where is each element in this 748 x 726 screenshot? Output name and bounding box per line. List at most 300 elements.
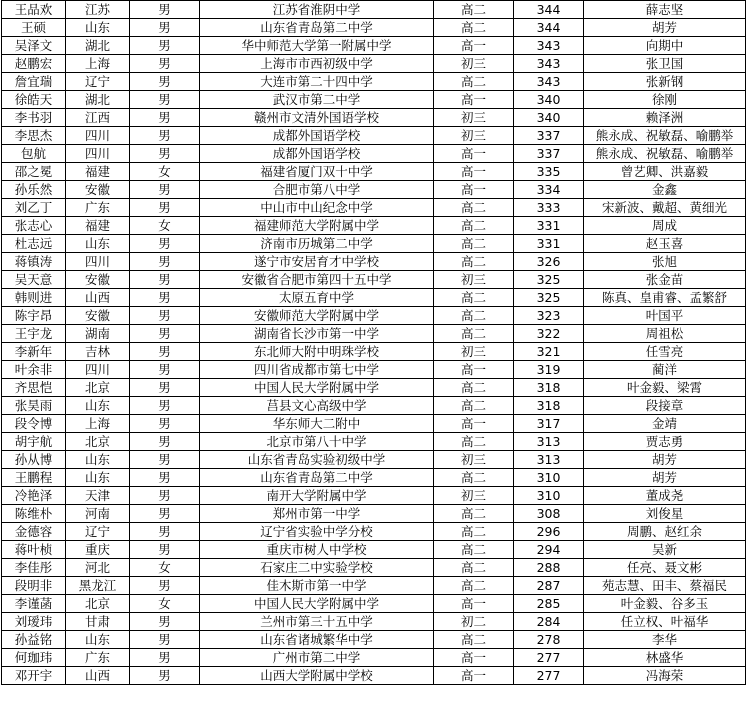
gender-cell: 男 — [130, 19, 200, 37]
school-cell: 大连市第二十四中学 — [200, 73, 434, 91]
student-name-cell: 邓开宇 — [2, 667, 66, 685]
coach-cell: 陈真、皇甫睿、孟繁舒 — [584, 289, 746, 307]
gender-cell: 男 — [130, 253, 200, 271]
school-cell: 莒县文心高级中学 — [200, 397, 434, 415]
student-name-cell: 杜志远 — [2, 235, 66, 253]
gender-cell: 女 — [130, 595, 200, 613]
coach-cell: 董成尧 — [584, 487, 746, 505]
score-cell: 343 — [514, 55, 584, 73]
province-cell: 山东 — [66, 397, 130, 415]
gender-cell: 女 — [130, 163, 200, 181]
grade-cell: 高二 — [434, 379, 514, 397]
table-row — [2, 1, 746, 19]
table-row — [2, 217, 746, 235]
gender-cell: 男 — [130, 433, 200, 451]
score-cell: 340 — [514, 109, 584, 127]
school-cell: 福建师范大学附属中学 — [200, 217, 434, 235]
score-cell: 344 — [514, 1, 584, 19]
grade-cell: 高二 — [434, 325, 514, 343]
table-row — [2, 91, 746, 109]
province-cell: 安徽 — [66, 307, 130, 325]
school-cell: 重庆市树人中学校 — [200, 541, 434, 559]
score-cell: 319 — [514, 361, 584, 379]
table-row — [2, 109, 746, 127]
student-name-cell: 孙从博 — [2, 451, 66, 469]
coach-cell: 刘俊星 — [584, 505, 746, 523]
province-cell: 江苏 — [66, 1, 130, 19]
table-row — [2, 505, 746, 523]
coach-cell: 段接章 — [584, 397, 746, 415]
score-cell: 277 — [514, 649, 584, 667]
table-row — [2, 55, 746, 73]
coach-cell: 周鹏、赵红余 — [584, 523, 746, 541]
student-name-cell: 刘瑷玮 — [2, 613, 66, 631]
score-cell: 326 — [514, 253, 584, 271]
province-cell: 北京 — [66, 379, 130, 397]
score-cell: 323 — [514, 307, 584, 325]
grade-cell: 高二 — [434, 19, 514, 37]
table-row — [2, 397, 746, 415]
grade-cell: 高二 — [434, 289, 514, 307]
grade-cell: 初三 — [434, 127, 514, 145]
gender-cell: 男 — [130, 487, 200, 505]
score-cell: 313 — [514, 451, 584, 469]
school-cell: 合肥市第八中学 — [200, 181, 434, 199]
table-row — [2, 595, 746, 613]
coach-cell: 周成 — [584, 217, 746, 235]
school-cell: 兰州市第三十五中学 — [200, 613, 434, 631]
grade-cell: 初二 — [434, 613, 514, 631]
grade-cell: 高一 — [434, 415, 514, 433]
table-row — [2, 415, 746, 433]
student-name-cell: 孙乐然 — [2, 181, 66, 199]
school-cell: 济南市历城第二中学 — [200, 235, 434, 253]
coach-cell: 李华 — [584, 631, 746, 649]
grade-cell: 初三 — [434, 487, 514, 505]
table-row — [2, 433, 746, 451]
score-cell: 325 — [514, 271, 584, 289]
score-cell: 340 — [514, 91, 584, 109]
score-cell: 285 — [514, 595, 584, 613]
table-row — [2, 343, 746, 361]
gender-cell: 男 — [130, 343, 200, 361]
student-name-cell: 蒋镇涛 — [2, 253, 66, 271]
student-name-cell: 刘乙丁 — [2, 199, 66, 217]
student-name-cell: 李书羽 — [2, 109, 66, 127]
grade-cell: 高二 — [434, 523, 514, 541]
table-row — [2, 451, 746, 469]
grade-cell: 高二 — [434, 505, 514, 523]
grade-cell: 高一 — [434, 163, 514, 181]
gender-cell: 女 — [130, 217, 200, 235]
table-row — [2, 667, 746, 685]
school-cell: 中山市中山纪念中学 — [200, 199, 434, 217]
gender-cell: 男 — [130, 469, 200, 487]
score-cell: 310 — [514, 469, 584, 487]
score-cell: 344 — [514, 19, 584, 37]
province-cell: 湖北 — [66, 37, 130, 55]
gender-cell: 男 — [130, 667, 200, 685]
coach-cell: 张旭 — [584, 253, 746, 271]
school-cell: 东北师大附中明珠学校 — [200, 343, 434, 361]
student-name-cell: 蒋叶桢 — [2, 541, 66, 559]
school-cell: 江苏省淮阴中学 — [200, 1, 434, 19]
coach-cell: 叶金毅、谷多玉 — [584, 595, 746, 613]
score-cell: 337 — [514, 145, 584, 163]
grade-cell: 高二 — [434, 631, 514, 649]
gender-cell: 男 — [130, 379, 200, 397]
school-cell: 湖南省长沙市第一中学 — [200, 325, 434, 343]
gender-cell: 男 — [130, 1, 200, 19]
province-cell: 山东 — [66, 451, 130, 469]
table-row — [2, 199, 746, 217]
school-cell: 成都外国语学校 — [200, 127, 434, 145]
student-name-cell: 王品欢 — [2, 1, 66, 19]
school-cell: 北京市第八十中学 — [200, 433, 434, 451]
coach-cell: 胡芳 — [584, 451, 746, 469]
coach-cell: 任立权、叶福华 — [584, 613, 746, 631]
school-cell: 南开大学附属中学 — [200, 487, 434, 505]
coach-cell: 冯海荣 — [584, 667, 746, 685]
coach-cell: 赖泽洲 — [584, 109, 746, 127]
gender-cell: 男 — [130, 289, 200, 307]
student-name-cell: 李新年 — [2, 343, 66, 361]
grade-cell: 高一 — [434, 649, 514, 667]
student-name-cell: 金德容 — [2, 523, 66, 541]
coach-cell: 贾志勇 — [584, 433, 746, 451]
table-row — [2, 181, 746, 199]
province-cell: 四川 — [66, 361, 130, 379]
gender-cell: 男 — [130, 613, 200, 631]
province-cell: 山西 — [66, 289, 130, 307]
grade-cell: 初三 — [434, 55, 514, 73]
province-cell: 四川 — [66, 145, 130, 163]
student-name-cell: 王鹏程 — [2, 469, 66, 487]
results-table — [1, 0, 746, 685]
score-cell: 343 — [514, 37, 584, 55]
school-cell: 山西大学附属中学校 — [200, 667, 434, 685]
student-name-cell: 李佳彤 — [2, 559, 66, 577]
score-cell: 331 — [514, 217, 584, 235]
province-cell: 上海 — [66, 55, 130, 73]
coach-cell: 苑志慧、田丰、蔡福民 — [584, 577, 746, 595]
coach-cell: 张新钢 — [584, 73, 746, 91]
grade-cell: 高二 — [434, 1, 514, 19]
results-table-body — [2, 1, 746, 685]
province-cell: 黑龙江 — [66, 577, 130, 595]
coach-cell: 金靖 — [584, 415, 746, 433]
score-cell: 333 — [514, 199, 584, 217]
gender-cell: 男 — [130, 361, 200, 379]
school-cell: 四川省成都市第七中学 — [200, 361, 434, 379]
coach-cell: 张金苗 — [584, 271, 746, 289]
school-cell: 山东省诸城繁华中学 — [200, 631, 434, 649]
grade-cell: 高二 — [434, 199, 514, 217]
grade-cell: 高二 — [434, 253, 514, 271]
table-row — [2, 325, 746, 343]
grade-cell: 高二 — [434, 307, 514, 325]
gender-cell: 男 — [130, 505, 200, 523]
school-cell: 上海市市西初级中学 — [200, 55, 434, 73]
grade-cell: 高二 — [434, 469, 514, 487]
grade-cell: 高二 — [434, 433, 514, 451]
student-name-cell: 李思杰 — [2, 127, 66, 145]
province-cell: 广东 — [66, 199, 130, 217]
gender-cell: 男 — [130, 271, 200, 289]
grade-cell: 高二 — [434, 397, 514, 415]
student-name-cell: 冷艳泽 — [2, 487, 66, 505]
school-cell: 山东省青岛实验初级中学 — [200, 451, 434, 469]
school-cell: 中国人民大学附属中学 — [200, 379, 434, 397]
table-row — [2, 163, 746, 181]
student-name-cell: 徐皓天 — [2, 91, 66, 109]
coach-cell: 胡芳 — [584, 19, 746, 37]
grade-cell: 高一 — [434, 145, 514, 163]
coach-cell: 熊永成、祝敏磊、喻鹏举 — [584, 145, 746, 163]
grade-cell: 高一 — [434, 37, 514, 55]
student-name-cell: 何珈玮 — [2, 649, 66, 667]
gender-cell: 男 — [130, 415, 200, 433]
gender-cell: 男 — [130, 631, 200, 649]
coach-cell: 熊永成、祝敏磊、喻鹏举 — [584, 127, 746, 145]
score-cell: 278 — [514, 631, 584, 649]
table-row — [2, 649, 746, 667]
score-cell: 294 — [514, 541, 584, 559]
grade-cell: 高二 — [434, 577, 514, 595]
grade-cell: 高一 — [434, 361, 514, 379]
table-row — [2, 253, 746, 271]
gender-cell: 男 — [130, 181, 200, 199]
province-cell: 湖北 — [66, 91, 130, 109]
grade-cell: 高一 — [434, 667, 514, 685]
school-cell: 安徽师范大学附属中学 — [200, 307, 434, 325]
score-cell: 284 — [514, 613, 584, 631]
province-cell: 福建 — [66, 163, 130, 181]
grade-cell: 高二 — [434, 541, 514, 559]
table-row — [2, 235, 746, 253]
province-cell: 重庆 — [66, 541, 130, 559]
table-row — [2, 271, 746, 289]
student-name-cell: 王宇龙 — [2, 325, 66, 343]
student-name-cell: 李谨菡 — [2, 595, 66, 613]
grade-cell: 初三 — [434, 343, 514, 361]
coach-cell: 曾艺卿、洪嘉毅 — [584, 163, 746, 181]
score-cell: 337 — [514, 127, 584, 145]
province-cell: 山东 — [66, 19, 130, 37]
table-row — [2, 307, 746, 325]
province-cell: 山东 — [66, 235, 130, 253]
gender-cell: 男 — [130, 37, 200, 55]
table-row — [2, 19, 746, 37]
student-name-cell: 陈维朴 — [2, 505, 66, 523]
coach-cell: 任亮、聂文彬 — [584, 559, 746, 577]
gender-cell: 男 — [130, 451, 200, 469]
grade-cell: 高二 — [434, 73, 514, 91]
student-name-cell: 邵之冕 — [2, 163, 66, 181]
table-row — [2, 631, 746, 649]
coach-cell: 周祖松 — [584, 325, 746, 343]
student-name-cell: 吴天意 — [2, 271, 66, 289]
gender-cell: 男 — [130, 541, 200, 559]
coach-cell: 蔺洋 — [584, 361, 746, 379]
gender-cell: 男 — [130, 55, 200, 73]
table-row — [2, 145, 746, 163]
coach-cell: 薛志坚 — [584, 1, 746, 19]
gender-cell: 男 — [130, 145, 200, 163]
school-cell: 福建省厦门双十中学 — [200, 163, 434, 181]
student-name-cell: 张昊雨 — [2, 397, 66, 415]
score-cell: 277 — [514, 667, 584, 685]
school-cell: 赣州市文清外国语学校 — [200, 109, 434, 127]
score-cell: 343 — [514, 73, 584, 91]
table-row — [2, 127, 746, 145]
gender-cell: 男 — [130, 199, 200, 217]
grade-cell: 高二 — [434, 217, 514, 235]
province-cell: 安徽 — [66, 271, 130, 289]
province-cell: 吉林 — [66, 343, 130, 361]
coach-cell: 叶金毅、梁霄 — [584, 379, 746, 397]
coach-cell: 林盛华 — [584, 649, 746, 667]
province-cell: 北京 — [66, 433, 130, 451]
score-cell: 318 — [514, 397, 584, 415]
gender-cell: 男 — [130, 397, 200, 415]
grade-cell: 高一 — [434, 91, 514, 109]
province-cell: 山西 — [66, 667, 130, 685]
score-cell: 335 — [514, 163, 584, 181]
student-name-cell: 齐思恺 — [2, 379, 66, 397]
gender-cell: 男 — [130, 127, 200, 145]
table-row — [2, 361, 746, 379]
gender-cell: 男 — [130, 235, 200, 253]
province-cell: 天津 — [66, 487, 130, 505]
student-name-cell: 段明非 — [2, 577, 66, 595]
student-name-cell: 韩则进 — [2, 289, 66, 307]
province-cell: 河北 — [66, 559, 130, 577]
student-name-cell: 吴泽文 — [2, 37, 66, 55]
province-cell: 北京 — [66, 595, 130, 613]
score-cell: 325 — [514, 289, 584, 307]
score-cell: 287 — [514, 577, 584, 595]
student-name-cell: 胡宇航 — [2, 433, 66, 451]
coach-cell: 张卫国 — [584, 55, 746, 73]
school-cell: 安徽省合肥市第四十五中学 — [200, 271, 434, 289]
student-name-cell: 段令博 — [2, 415, 66, 433]
province-cell: 四川 — [66, 253, 130, 271]
table-row — [2, 559, 746, 577]
gender-cell: 男 — [130, 523, 200, 541]
table-row — [2, 541, 746, 559]
gender-cell: 男 — [130, 325, 200, 343]
table-row — [2, 469, 746, 487]
table-row — [2, 37, 746, 55]
coach-cell: 金鑫 — [584, 181, 746, 199]
score-cell: 318 — [514, 379, 584, 397]
coach-cell: 赵玉喜 — [584, 235, 746, 253]
score-cell: 310 — [514, 487, 584, 505]
grade-cell: 初三 — [434, 451, 514, 469]
score-cell: 322 — [514, 325, 584, 343]
student-name-cell: 张志心 — [2, 217, 66, 235]
student-name-cell: 王硕 — [2, 19, 66, 37]
province-cell: 甘肃 — [66, 613, 130, 631]
coach-cell: 宋新波、戴超、黄细光 — [584, 199, 746, 217]
student-name-cell: 赵鹏宏 — [2, 55, 66, 73]
gender-cell: 男 — [130, 91, 200, 109]
province-cell: 广东 — [66, 649, 130, 667]
province-cell: 山东 — [66, 469, 130, 487]
school-cell: 山东省青岛第二中学 — [200, 469, 434, 487]
score-cell: 321 — [514, 343, 584, 361]
province-cell: 上海 — [66, 415, 130, 433]
score-cell: 308 — [514, 505, 584, 523]
province-cell: 江西 — [66, 109, 130, 127]
grade-cell: 初三 — [434, 109, 514, 127]
student-name-cell: 詹宜瑞 — [2, 73, 66, 91]
province-cell: 安徽 — [66, 181, 130, 199]
table-row — [2, 379, 746, 397]
gender-cell: 男 — [130, 649, 200, 667]
school-cell: 山东省青岛第二中学 — [200, 19, 434, 37]
province-cell: 福建 — [66, 217, 130, 235]
province-cell: 四川 — [66, 127, 130, 145]
gender-cell: 男 — [130, 73, 200, 91]
school-cell: 成都外国语学校 — [200, 145, 434, 163]
table-row — [2, 289, 746, 307]
school-cell: 武汉市第二中学 — [200, 91, 434, 109]
school-cell: 郑州市第一中学 — [200, 505, 434, 523]
grade-cell: 初三 — [434, 271, 514, 289]
table-row — [2, 613, 746, 631]
table-row — [2, 73, 746, 91]
school-cell: 中国人民大学附属中学 — [200, 595, 434, 613]
grade-cell: 高二 — [434, 235, 514, 253]
score-cell: 313 — [514, 433, 584, 451]
school-cell: 辽宁省实验中学分校 — [200, 523, 434, 541]
student-name-cell: 陈宇昂 — [2, 307, 66, 325]
coach-cell: 向期中 — [584, 37, 746, 55]
coach-cell: 徐刚 — [584, 91, 746, 109]
grade-cell: 高二 — [434, 559, 514, 577]
student-name-cell: 包航 — [2, 145, 66, 163]
student-name-cell: 孙益铭 — [2, 631, 66, 649]
grade-cell: 高一 — [434, 181, 514, 199]
school-cell: 华中师范大学第一附属中学 — [200, 37, 434, 55]
student-name-cell: 叶余非 — [2, 361, 66, 379]
province-cell: 山东 — [66, 631, 130, 649]
coach-cell: 吴新 — [584, 541, 746, 559]
score-cell: 331 — [514, 235, 584, 253]
gender-cell: 男 — [130, 109, 200, 127]
score-cell: 296 — [514, 523, 584, 541]
score-cell: 317 — [514, 415, 584, 433]
coach-cell: 胡芳 — [584, 469, 746, 487]
coach-cell: 任雪亮 — [584, 343, 746, 361]
gender-cell: 男 — [130, 307, 200, 325]
table-row — [2, 523, 746, 541]
province-cell: 辽宁 — [66, 73, 130, 91]
school-cell: 石家庄二中实验学校 — [200, 559, 434, 577]
table-row — [2, 487, 746, 505]
school-cell: 广州市第二中学 — [200, 649, 434, 667]
province-cell: 辽宁 — [66, 523, 130, 541]
school-cell: 华东师大二附中 — [200, 415, 434, 433]
gender-cell: 女 — [130, 559, 200, 577]
province-cell: 湖南 — [66, 325, 130, 343]
province-cell: 河南 — [66, 505, 130, 523]
score-cell: 334 — [514, 181, 584, 199]
school-cell: 遂宁市安居育才中学校 — [200, 253, 434, 271]
coach-cell: 叶国平 — [584, 307, 746, 325]
